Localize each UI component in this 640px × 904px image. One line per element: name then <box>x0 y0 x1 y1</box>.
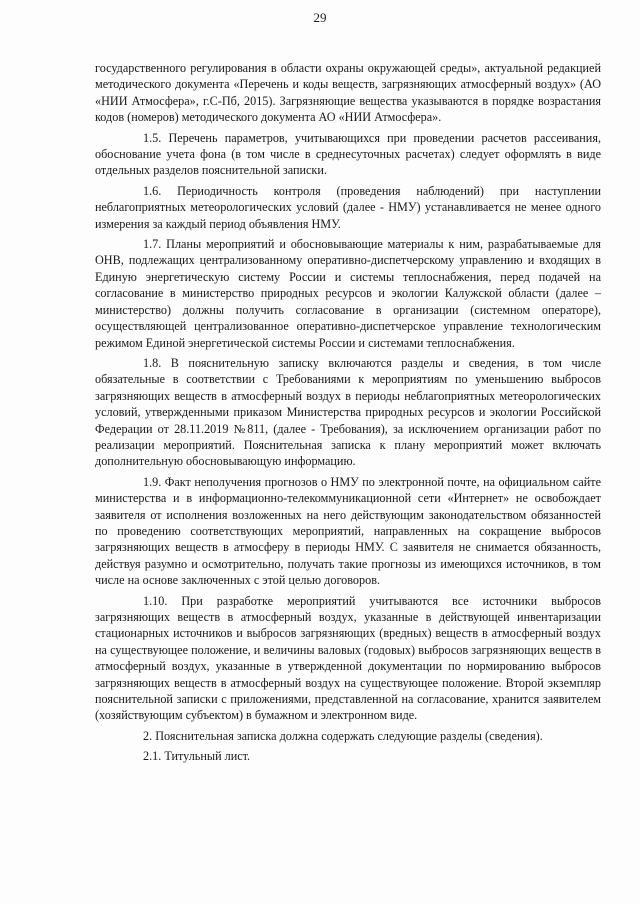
paragraph-1-9: 1.9. Факт неполучения прогнозов о НМУ по электронной почте, на официальном сайте министерства и в информационно-телекоммуникационной сети «Интернет» не освобождает заявителя от исполнения возложенных на него действующим законодательством обязанностей по проведению соответствующих мероприятий, направленных на сокращение выбросов загрязняющих веществ в атмосферу в периоды НМУ. С заявителя не снимается обязанность, действуя разумно и осмотрительно, получать такие прогнозы из имеющихся источников, в том числе на основе заключенных с этой целью договоров. <box>95 474 601 588</box>
paragraph-1-6: 1.6. Периодичность контроля (проведения наблюдений) при наступлении неблагоприятных метеорологических условий (далее - НМУ) устанавливается не менее одного измерения за каждый период объявления НМУ. <box>95 183 601 231</box>
paragraph-2-1: 2.1. Титульный лист. <box>143 749 251 764</box>
document-body <box>95 60 601 765</box>
paragraph-1-10: 1.10. При разработке мероприятий учитываются все источники выбросов загрязняющих веществ в атмосферный воздух, указанные в действующей инвентаризации стационарных источников и выбросов загрязняющих (вредных) веществ в атмосферный воздух на существующее положение, и величины валовых (годовых) выбросов загрязняющих веществ в атмосферный воздух, указанные в утвержденной документации по нормированию выбросов загрязняющих веществ в атмосферный воздух на существующее положение. Второй экземпляр пояснительной записки с приложениями, представленной на согласование, хранится заявителем (хозяйствующим субъектом) в бумажном и электронном виде. <box>95 593 601 723</box>
page-number: 29 <box>313 10 327 25</box>
paragraph-1-5: 1.5. Перечень параметров, учитывающихся при проведении расчетов рассеивания, обоснование учета фона (в том числе в среднесуточных расчетах) следует оформлять в виде отдельных разделов пояснительной записки. <box>95 130 601 178</box>
paragraph-1-8: 1.8. В пояснительную записку включаются разделы и сведения, в том числе обязательные в соответствии с Требованиями к мероприятиям по уменьшению выбросов загрязняющих веществ в атмосферный воздух в периоды неблагоприятных метеорологических условий, утвержденными приказом Министерства природных ресурсов и экологии Российской Федерации от 28.11.2019 №811, (далее - Требования), за исключением организации работ по реализации мероприятий. Пояснительная записка к плану мероприятий может включать дополнительную обосновывающую информацию. <box>95 355 601 469</box>
paragraph-2: 2. Пояснительная записка должна содержать следующие разделы (сведения). <box>143 728 543 743</box>
paragraph-continuation: государственного регулирования в области охраны окружающей среды», актуальной редакцией методического документа «Перечень и коды веществ, загрязняющих атмосферный воздух» (АО «НИИ Атмосфера», г.С-Пб, 2015). Загрязняющие вещества указываются в порядке возрастания кодов (номеров) методического документа АО «НИИ Атмосфера». <box>95 61 601 125</box>
paragraph-1-7: 1.7. Планы мероприятий и обосновывающие материалы к ним, разрабатываемые для ОНВ, подлежащих централизованному оперативно-диспетчерскому управлению и входящих в Единую энергетическую систему России и системы теплоснабжения, перед подачей на согласование в министерство природных ресурсов и экологии Калужской области (далее – министерство) должны получить согласование в организации (системном операторе), осуществляющей централизованное оперативно-диспетчерское управление технологическим режимом Единой энергетической системы России и системами теплоснабжения. <box>95 237 601 350</box>
